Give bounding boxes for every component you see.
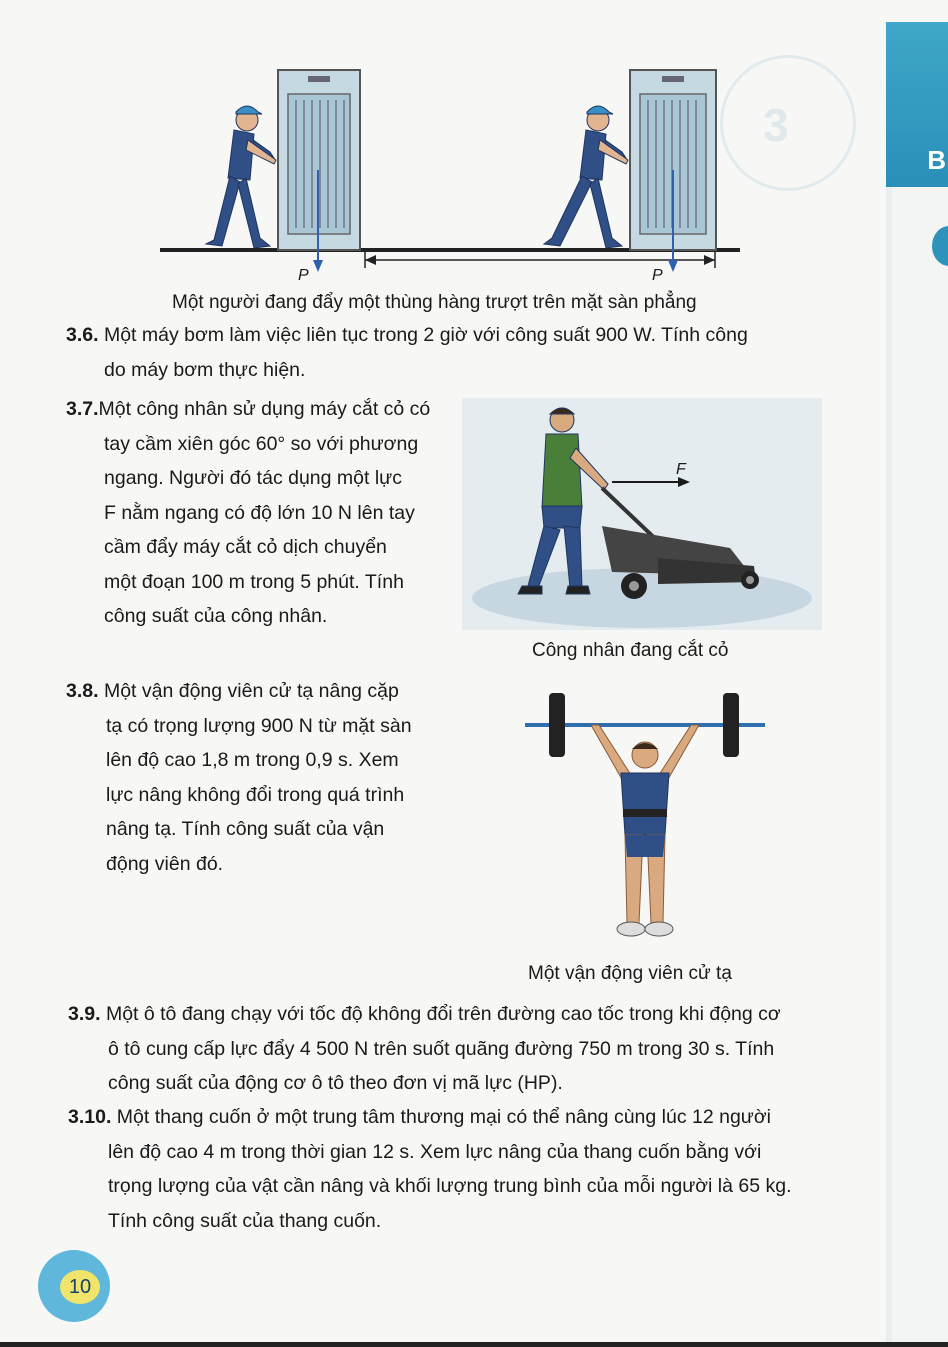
figure-lawn-mower [462, 398, 822, 630]
page-number: 10 [60, 1270, 100, 1304]
label-p-right: P [652, 267, 663, 284]
label-f: F [676, 461, 686, 478]
figure-weightlifter [515, 685, 775, 950]
worker-right [544, 106, 628, 248]
problem-line: công suất của công nhân. [104, 605, 328, 627]
problem-number: 3.8. [66, 680, 99, 702]
problem-3-7 [66, 392, 456, 634]
problem-line: lực nâng không đổi trong quá trình [106, 783, 405, 806]
figure-top-caption: Một người đang đẩy một thùng hàng trượt trên mặt sàn phẳng [172, 292, 697, 313]
problem-number: 3.7. [66, 398, 99, 420]
problem-line: cầm đẩy máy cắt cỏ dịch chuyển [104, 536, 387, 558]
figure-pushing-crate [150, 60, 750, 290]
problem-3-8 [66, 674, 446, 881]
problem-line: nâng tạ. Tính công suất của vận [106, 818, 385, 840]
figure-lift-caption: Một vận động viên cử tạ [528, 963, 732, 984]
problem-line: một đoạn 100 m trong 5 phút. Tính [104, 570, 404, 593]
problem-line: lên độ cao 4 m trong thời gian 12 s. Xem lực nâng của thang cuốn bằng với [108, 1140, 762, 1163]
problem-line: trọng lượng của vật cần nâng và khối lượng trung bình của mỗi người là 65 kg. [108, 1175, 792, 1197]
bottom-edge-line [0, 1342, 948, 1347]
problem-line: ô tô cung cấp lực đẩy 4 500 N trên suốt quãng đường 750 m trong 30 s. Tính [108, 1037, 775, 1060]
right-margin-band [886, 22, 948, 1347]
problem-number: 3.6. [66, 324, 99, 346]
problem-3-6 [66, 318, 846, 387]
problem-line: Một máy bơm làm việc liên tục trong 2 giờ với công suất 900 W. Tính công [103, 324, 748, 346]
problem-line: lên độ cao 1,8 m trong 0,9 s. Xem [106, 749, 399, 771]
problem-3-10 [68, 1100, 848, 1238]
barbell-plate-right [723, 693, 739, 757]
problem-line: F nằm ngang có độ lớn 10 N lên tay [104, 501, 415, 524]
problem-line: do máy bơm thực hiện. [104, 358, 306, 381]
problem-line: Một công nhân sử dụng máy cắt cỏ có [98, 398, 431, 420]
label-p-left: P [298, 267, 309, 284]
problem-line: Một vận động viên cử tạ nâng cặp [103, 680, 399, 702]
chapter-tab-letter-icon: B [927, 145, 946, 175]
worker-left [206, 106, 276, 248]
problem-3-9 [68, 997, 848, 1101]
problem-number: 3.9. [68, 1003, 101, 1025]
problem-number: 3.10. [68, 1106, 112, 1128]
bleed-through-badge-icon: 3 [720, 55, 856, 191]
problem-line: Tính công suất của thang cuốn. [108, 1209, 382, 1232]
barbell-plate-left [549, 693, 565, 757]
problem-line: tay cầm xiên góc 60° so với phương [104, 432, 419, 455]
problem-line: ngang. Người đó tác dụng một lực [104, 467, 402, 489]
problem-line: động viên đó. [106, 852, 224, 875]
problem-line: công suất của động cơ ô tô theo đơn vị mã lực (HP). [108, 1072, 563, 1094]
problem-line: tạ có trọng lượng 900 N từ mặt sàn [106, 714, 412, 737]
figure-mower-caption: Công nhân đang cắt cỏ [532, 640, 729, 661]
problem-line: Một ô tô đang chạy với tốc độ không đổi trên đường cao tốc trong khi động cơ [105, 1003, 781, 1025]
problem-line: Một thang cuốn ở một trung tâm thương mại có thể nâng cùng lúc 12 người [116, 1106, 771, 1128]
